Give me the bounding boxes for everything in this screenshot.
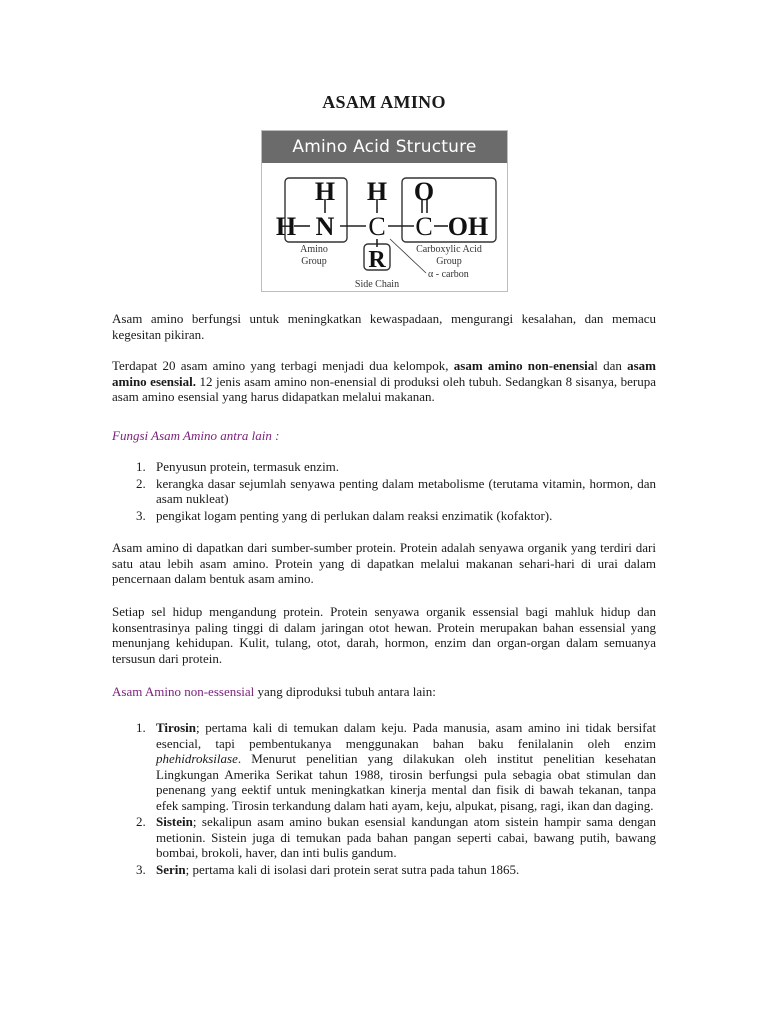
non-essential-label: Asam Amino non-essensial — [112, 684, 255, 699]
figure-header: Amino Acid Structure — [262, 131, 507, 163]
atom-n: N — [315, 212, 335, 241]
label-alpha-carbon: α - carbon — [428, 269, 469, 280]
enzyme-name: phehidroksilase — [156, 751, 238, 766]
label-carboxylic-line1: Carboxylic Acid — [416, 244, 482, 255]
list-item: 1. Penyusun protein, termasuk enzim. — [136, 459, 340, 474]
amino-acid-structure-figure — [261, 130, 508, 292]
paragraph-sources: Asam amino di dapatkan dari sumber-sumber protein. Protein adalah senyawa organik yang terdiri dari satu atau lebih asam amino. Protein yang di dapatkan melalui makanan sehari-hari di urai dalam pencernaan dalam bentuk asam amino. — [112, 540, 656, 586]
list-item: 2. kerangka dasar sejumlah senyawa penting dalam metabolisme (terutama vitamin, hormon, dan asam nukleat) — [136, 475, 656, 506]
paragraph-non-essential-intro — [112, 684, 656, 700]
atom-o-top: O — [413, 177, 435, 206]
amino-name: Serin — [156, 861, 186, 877]
list-item: 1. Tirosin; pertama kali di temukan dalam keju. Pada manusia, asam amino ini tidak bersifat esencial, tapi pembentukanya menggunakan bahan baku fenilalanin oleh enzim phehidroksilase. Menurut penelitian yang dilakukan oleh institut penelitian kesehatan Lingkungan Amerika Serikat tahun 1988, tirosin berfungsi pula sebagia obat stimulan dan penenang yang eektif untuk meningkatkan kinerja mental dan fisik di bawah tekanan, tanpa efek samping. Tirosin terkandung dalam hati ayam, keju, alpukat, pisang, ragi, ikan dan daging. — [136, 720, 656, 813]
document-title: ASAM AMINO — [322, 92, 446, 112]
atom-h-left: H — [275, 212, 297, 241]
paragraph-groups — [112, 358, 656, 405]
atom-h-top-middle: H — [366, 177, 388, 206]
label-amino-line2: Group — [301, 256, 327, 267]
paragraph-groups-bold-1: asam amino non-enensia — [453, 358, 595, 373]
label-amino-line1: Amino — [300, 244, 328, 255]
amino-name: Tirosin — [156, 720, 196, 735]
paragraph-groups-text-1: Terdapat 20 asam amino yang terbagi menjadi dua kelompok, — [112, 358, 454, 373]
fungsi-heading: Fungsi Asam Amino antra lain : — [112, 428, 280, 443]
fungsi-list — [112, 459, 656, 524]
atom-c-carboxyl: C — [415, 212, 433, 241]
atom-r: R — [368, 247, 386, 273]
paragraph-intro: Asam amino berfungsi untuk meningkatkan kewaspadaan, mengurangi kesalahan, dan memacu kegesitan pikiran. — [112, 311, 656, 342]
structure-diagram — [262, 163, 507, 291]
paragraph-groups-text-2: l dan — [594, 358, 628, 373]
list-item: 3. pengikat logam penting yang di perlukan dalam reaksi enzimatik (kofaktor). — [136, 507, 553, 523]
label-side-chain: Side Chain — [354, 279, 400, 290]
amino-name: Sistein — [156, 814, 193, 829]
label-carboxylic-line2: Group — [436, 256, 462, 267]
list-item: 3. Serin; pertama kali di isolasi dari protein serat sutra pada tahun 1865. — [136, 861, 520, 877]
paragraph-groups-text-3: 12 jenis asam amino non-enensial di produksi oleh tubuh. Sedangkan 8 sisanya, berupa asam amino esensial yang harus didapatkan melalui makanan. — [112, 373, 656, 404]
atom-oh: OH — [447, 212, 489, 241]
paragraph-protein: Setiap sel hidup mengandung protein. Protein senyawa organik essensial bagi mahluk hidup dan konsentrasinya paling tinggi di dalam jaringan otot hewan. Protein merupakan bahan essensial yang menunjang kehidupan. Kulit, tulang, otot, darah, hormon, enzim dan organ-organ dalam semuanya tersusun dari protein. — [112, 604, 656, 666]
atom-c-alpha: C — [368, 212, 386, 241]
list-item: 2. Sistein; sekalipun asam amino bukan esensial kandungan atom sistein hampir sama dengan metionin. Sistein juga di temukan pada bahan pangan seperti cabai, bawang putih, bawang bombai, brokoli, haver, dan inti bulis gandum. — [136, 814, 656, 860]
non-essential-intro-text: yang diproduksi tubuh antara lain: — [254, 684, 436, 699]
atom-h-top-left: H — [314, 177, 336, 206]
paragraph-groups-bold-2: asam amino esensial. — [112, 358, 656, 389]
amino-list — [112, 720, 656, 878]
